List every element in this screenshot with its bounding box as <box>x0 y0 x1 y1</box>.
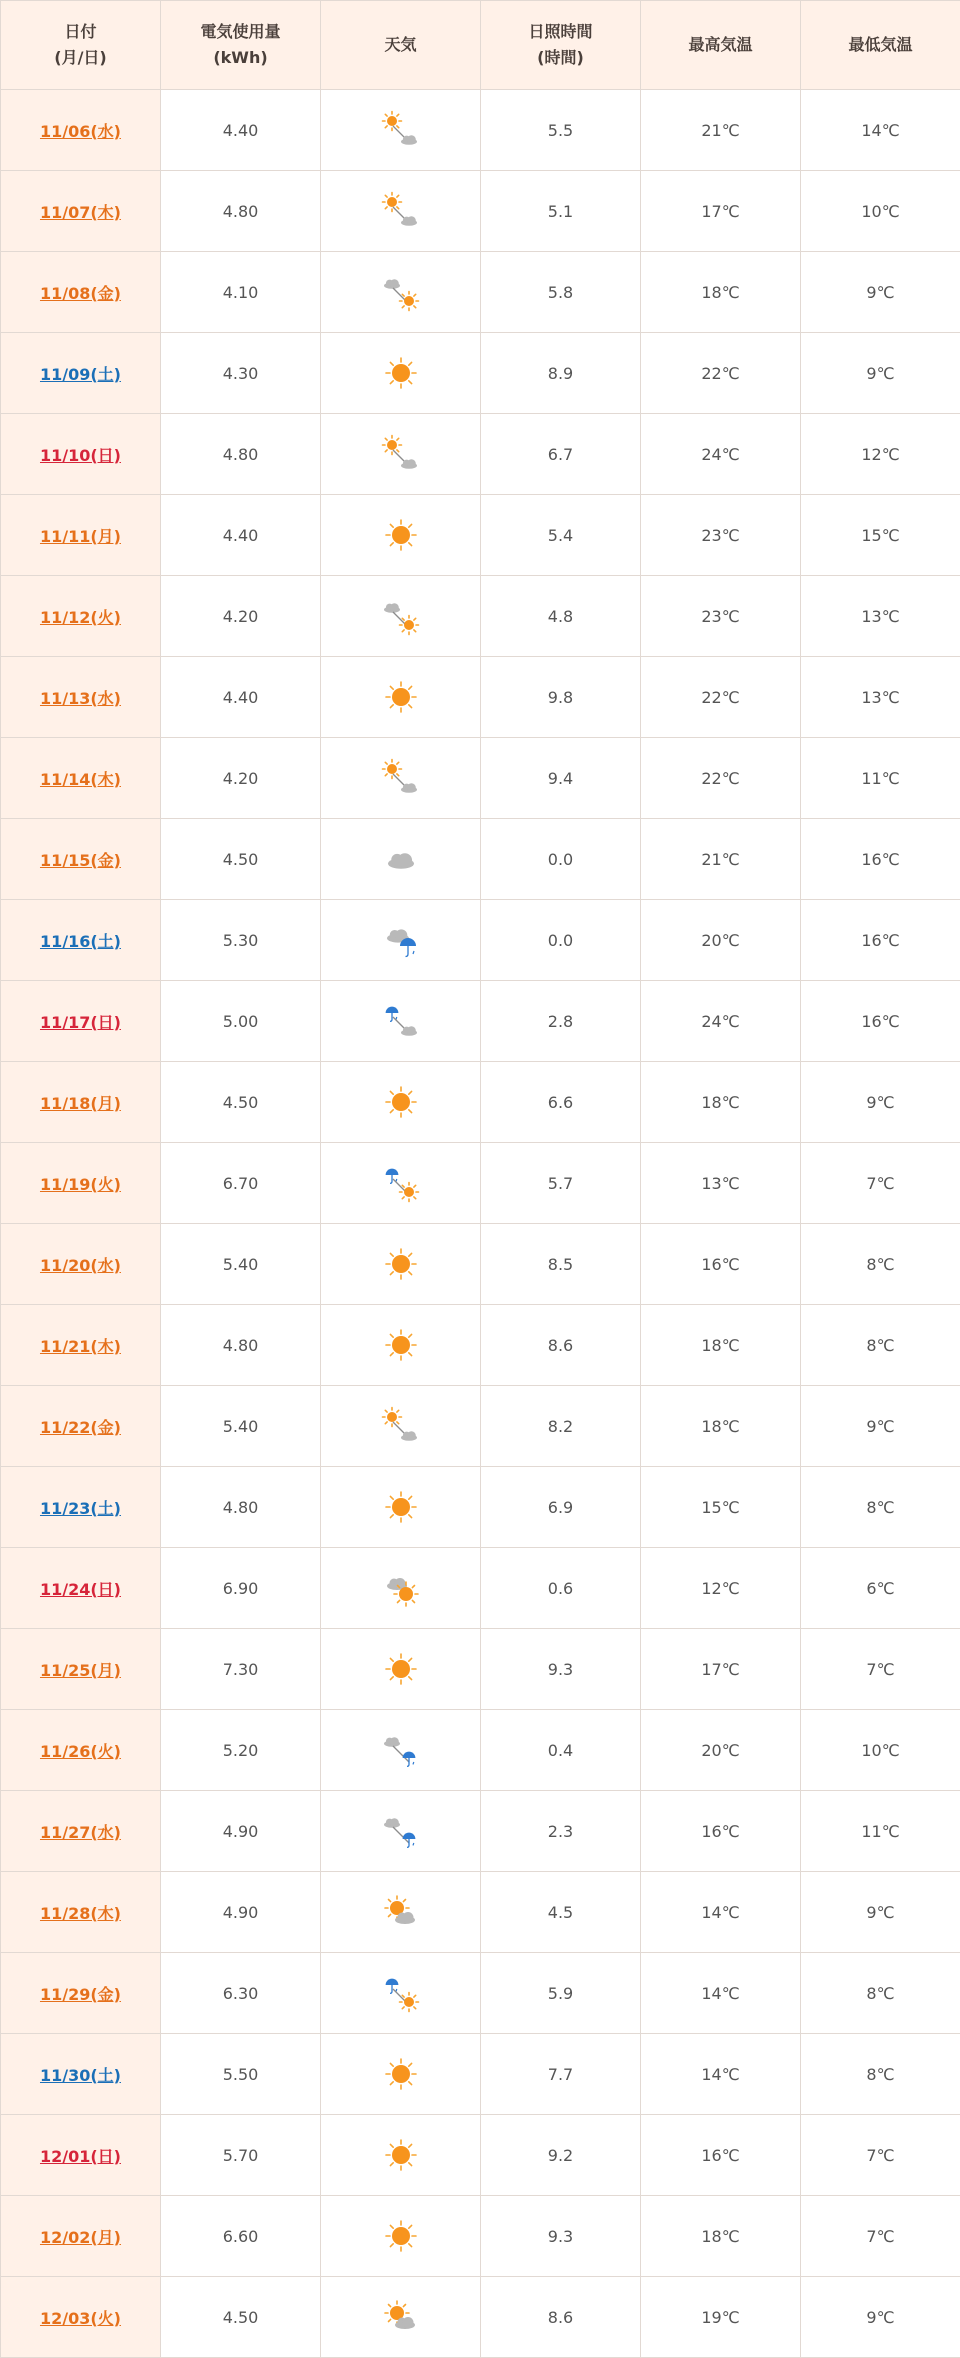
high-temp-cell: 18℃ <box>641 1386 801 1467</box>
sunshine-cell: 8.5 <box>481 1224 641 1305</box>
usage-cell: 6.90 <box>161 1548 321 1629</box>
weather-cell <box>321 1386 481 1467</box>
weather-cell <box>321 1305 481 1386</box>
date-link[interactable]: 11/14(木) <box>40 770 121 789</box>
weather-cell <box>321 171 481 252</box>
high-temp-cell: 18℃ <box>641 1305 801 1386</box>
date-cell <box>1 171 161 252</box>
date-cell <box>1 414 161 495</box>
sunshine-cell: 5.1 <box>481 171 641 252</box>
table-row <box>1 738 960 819</box>
date-link[interactable]: 11/20(水) <box>40 1256 121 1275</box>
cloud-with-sun-icon <box>321 1566 480 1610</box>
weather-cell <box>321 1791 481 1872</box>
usage-cell: 4.10 <box>161 252 321 333</box>
table-row <box>1 657 960 738</box>
low-temp-cell: 7℃ <box>801 1143 960 1224</box>
low-temp-cell: 14℃ <box>801 90 960 171</box>
weather-cell <box>321 1629 481 1710</box>
weather-cell <box>321 1467 481 1548</box>
header-weather: 天気 <box>321 1 481 90</box>
date-cell <box>1 333 161 414</box>
sunshine-cell: 8.2 <box>481 1386 641 1467</box>
cloud-then-rain-icon <box>321 1728 480 1772</box>
high-temp-cell: 17℃ <box>641 1629 801 1710</box>
low-temp-cell: 9℃ <box>801 1872 960 1953</box>
sun-icon <box>321 351 480 395</box>
sun-icon <box>321 1080 480 1124</box>
table-row <box>1 1224 960 1305</box>
sun-icon <box>321 513 480 557</box>
sun-icon <box>321 675 480 719</box>
low-temp-cell: 8℃ <box>801 1953 960 2034</box>
high-temp-cell: 22℃ <box>641 333 801 414</box>
date-link[interactable]: 11/29(金) <box>40 1985 121 2004</box>
date-cell <box>1 1305 161 1386</box>
date-link[interactable]: 12/03(火) <box>40 2309 121 2328</box>
table-row <box>1 1062 960 1143</box>
date-link[interactable]: 11/19(火) <box>40 1175 121 1194</box>
sun-icon <box>321 2052 480 2096</box>
sun-then-cloud-icon <box>321 432 480 476</box>
weather-cell <box>321 900 481 981</box>
weather-cell <box>321 1548 481 1629</box>
table-row <box>1 2034 960 2115</box>
cloud-with-rain-icon <box>321 918 480 962</box>
date-cell <box>1 1791 161 1872</box>
usage-cell: 4.80 <box>161 1467 321 1548</box>
weather-cell <box>321 2277 481 2358</box>
weather-cell <box>321 819 481 900</box>
sunshine-cell: 9.4 <box>481 738 641 819</box>
date-cell <box>1 1872 161 1953</box>
high-temp-cell: 14℃ <box>641 1872 801 1953</box>
date-cell <box>1 252 161 333</box>
table-row <box>1 333 960 414</box>
high-temp-cell: 14℃ <box>641 2034 801 2115</box>
sun-icon <box>321 1323 480 1367</box>
sunshine-cell: 8.9 <box>481 333 641 414</box>
header-row <box>1 1 960 90</box>
high-temp-cell: 21℃ <box>641 90 801 171</box>
date-link[interactable]: 12/01(日) <box>40 2147 121 2166</box>
date-link[interactable]: 11/28(木) <box>40 1904 121 1923</box>
usage-cell: 4.50 <box>161 1062 321 1143</box>
date-link[interactable]: 11/06(水) <box>40 122 121 141</box>
usage-cell: 4.40 <box>161 495 321 576</box>
date-cell <box>1 1710 161 1791</box>
usage-cell: 6.70 <box>161 1143 321 1224</box>
date-cell <box>1 2277 161 2358</box>
sunshine-cell: 4.8 <box>481 576 641 657</box>
weather-cell <box>321 252 481 333</box>
weather-cell <box>321 1953 481 2034</box>
sun-with-cloud-icon <box>321 1890 480 1934</box>
table-row <box>1 981 960 1062</box>
usage-cell: 7.30 <box>161 1629 321 1710</box>
table-row <box>1 495 960 576</box>
date-cell <box>1 1386 161 1467</box>
sun-with-cloud-icon <box>321 2295 480 2339</box>
date-link[interactable]: 12/02(月) <box>40 2228 121 2247</box>
date-cell <box>1 1548 161 1629</box>
date-cell <box>1 2196 161 2277</box>
sunshine-cell: 8.6 <box>481 1305 641 1386</box>
high-temp-cell: 15℃ <box>641 1467 801 1548</box>
low-temp-cell: 7℃ <box>801 2115 960 2196</box>
sunshine-cell: 0.0 <box>481 900 641 981</box>
date-cell <box>1 495 161 576</box>
high-temp-cell: 21℃ <box>641 819 801 900</box>
low-temp-cell: 9℃ <box>801 252 960 333</box>
table-row <box>1 171 960 252</box>
low-temp-cell: 10℃ <box>801 1710 960 1791</box>
date-cell <box>1 900 161 981</box>
sunshine-cell: 9.8 <box>481 657 641 738</box>
sunshine-cell: 5.4 <box>481 495 641 576</box>
table-row <box>1 1305 960 1386</box>
high-temp-cell: 24℃ <box>641 414 801 495</box>
sunshine-cell: 5.5 <box>481 90 641 171</box>
sun-icon <box>321 2133 480 2177</box>
sunshine-cell: 2.3 <box>481 1791 641 1872</box>
date-link[interactable]: 11/10(日) <box>40 446 121 465</box>
low-temp-cell: 10℃ <box>801 171 960 252</box>
cloud-then-sun-icon <box>321 594 480 638</box>
weather-cell <box>321 495 481 576</box>
header-date: 日付 (月/日) <box>1 1 161 90</box>
usage-cell: 5.20 <box>161 1710 321 1791</box>
sunshine-cell: 9.3 <box>481 1629 641 1710</box>
low-temp-cell: 15℃ <box>801 495 960 576</box>
low-temp-cell: 9℃ <box>801 1062 960 1143</box>
usage-cell: 4.90 <box>161 1791 321 1872</box>
low-temp-cell: 7℃ <box>801 1629 960 1710</box>
cloud-icon <box>321 837 480 881</box>
date-cell <box>1 1062 161 1143</box>
date-link[interactable]: 11/11(月) <box>40 527 121 546</box>
low-temp-cell: 13℃ <box>801 576 960 657</box>
sunshine-cell: 5.9 <box>481 1953 641 2034</box>
high-temp-cell: 18℃ <box>641 252 801 333</box>
usage-cell: 4.30 <box>161 333 321 414</box>
usage-cell: 4.50 <box>161 2277 321 2358</box>
date-cell <box>1 819 161 900</box>
table-row <box>1 1386 960 1467</box>
high-temp-cell: 22℃ <box>641 738 801 819</box>
usage-cell: 6.60 <box>161 2196 321 2277</box>
high-temp-cell: 16℃ <box>641 2115 801 2196</box>
date-link[interactable]: 11/15(金) <box>40 851 121 870</box>
date-link[interactable]: 11/27(水) <box>40 1823 121 1842</box>
rain-then-sun-icon <box>321 1971 480 2015</box>
usage-cell: 5.70 <box>161 2115 321 2196</box>
high-temp-cell: 19℃ <box>641 2277 801 2358</box>
sunshine-cell: 6.9 <box>481 1467 641 1548</box>
low-temp-cell: 11℃ <box>801 738 960 819</box>
weather-cell <box>321 333 481 414</box>
high-temp-cell: 12℃ <box>641 1548 801 1629</box>
usage-cell: 4.40 <box>161 90 321 171</box>
date-cell <box>1 1143 161 1224</box>
low-temp-cell: 8℃ <box>801 2034 960 2115</box>
header-low-temp: 最低気温 <box>801 1 960 90</box>
sunshine-cell: 5.7 <box>481 1143 641 1224</box>
sunshine-cell: 0.6 <box>481 1548 641 1629</box>
high-temp-cell: 20℃ <box>641 1710 801 1791</box>
sunshine-cell: 5.8 <box>481 252 641 333</box>
table-row <box>1 1629 960 1710</box>
usage-cell: 5.00 <box>161 981 321 1062</box>
low-temp-cell: 8℃ <box>801 1467 960 1548</box>
table-row <box>1 1872 960 1953</box>
usage-cell: 4.80 <box>161 1305 321 1386</box>
table-row <box>1 1548 960 1629</box>
low-temp-cell: 9℃ <box>801 333 960 414</box>
usage-cell: 4.80 <box>161 414 321 495</box>
sun-then-cloud-icon <box>321 1404 480 1448</box>
table-row <box>1 2196 960 2277</box>
sunshine-cell: 6.7 <box>481 414 641 495</box>
sunshine-cell: 0.0 <box>481 819 641 900</box>
date-cell <box>1 1953 161 2034</box>
date-link[interactable]: 11/17(日) <box>40 1013 121 1032</box>
weather-cell <box>321 1143 481 1224</box>
sunshine-cell: 6.6 <box>481 1062 641 1143</box>
usage-cell: 4.20 <box>161 738 321 819</box>
table-row <box>1 900 960 981</box>
table-row <box>1 1791 960 1872</box>
high-temp-cell: 16℃ <box>641 1791 801 1872</box>
sun-then-cloud-icon <box>321 756 480 800</box>
high-temp-cell: 23℃ <box>641 495 801 576</box>
table-row <box>1 1710 960 1791</box>
date-cell <box>1 1224 161 1305</box>
usage-cell: 4.80 <box>161 171 321 252</box>
cloud-then-rain-icon <box>321 1809 480 1853</box>
sunshine-cell: 4.5 <box>481 1872 641 1953</box>
high-temp-cell: 16℃ <box>641 1224 801 1305</box>
date-cell <box>1 1629 161 1710</box>
high-temp-cell: 14℃ <box>641 1953 801 2034</box>
table-row <box>1 252 960 333</box>
date-link[interactable]: 11/24(日) <box>40 1580 121 1599</box>
low-temp-cell: 16℃ <box>801 981 960 1062</box>
usage-cell: 4.40 <box>161 657 321 738</box>
date-cell <box>1 657 161 738</box>
sunshine-cell: 7.7 <box>481 2034 641 2115</box>
low-temp-cell: 9℃ <box>801 1386 960 1467</box>
date-link[interactable]: 11/09(土) <box>40 365 121 384</box>
header-usage: 電気使用量 (kWh) <box>161 1 321 90</box>
table-row <box>1 819 960 900</box>
table-row <box>1 414 960 495</box>
weather-cell <box>321 90 481 171</box>
high-temp-cell: 17℃ <box>641 171 801 252</box>
date-link[interactable]: 11/22(金) <box>40 1418 121 1437</box>
usage-cell: 4.90 <box>161 1872 321 1953</box>
low-temp-cell: 12℃ <box>801 414 960 495</box>
date-cell <box>1 981 161 1062</box>
date-link[interactable]: 11/08(金) <box>40 284 121 303</box>
weather-cell <box>321 1710 481 1791</box>
sunshine-cell: 8.6 <box>481 2277 641 2358</box>
date-link[interactable]: 11/12(火) <box>40 608 121 627</box>
weather-cell <box>321 1062 481 1143</box>
weather-cell <box>321 2115 481 2196</box>
usage-cell: 5.50 <box>161 2034 321 2115</box>
date-cell <box>1 576 161 657</box>
date-link[interactable]: 11/23(土) <box>40 1499 121 1518</box>
high-temp-cell: 18℃ <box>641 1062 801 1143</box>
rain-then-cloud-icon <box>321 999 480 1043</box>
date-link[interactable]: 11/21(木) <box>40 1337 121 1356</box>
sun-icon <box>321 1485 480 1529</box>
header-sunshine: 日照時間 (時間) <box>481 1 641 90</box>
weather-cell <box>321 2196 481 2277</box>
low-temp-cell: 8℃ <box>801 1305 960 1386</box>
high-temp-cell: 24℃ <box>641 981 801 1062</box>
weather-cell <box>321 2034 481 2115</box>
low-temp-cell: 16℃ <box>801 819 960 900</box>
sunshine-cell: 9.3 <box>481 2196 641 2277</box>
usage-cell: 4.20 <box>161 576 321 657</box>
low-temp-cell: 13℃ <box>801 657 960 738</box>
cloud-then-sun-icon <box>321 270 480 314</box>
date-cell <box>1 2034 161 2115</box>
date-link[interactable]: 11/07(木) <box>40 203 121 222</box>
date-cell <box>1 1467 161 1548</box>
sun-icon <box>321 1242 480 1286</box>
table-row <box>1 1467 960 1548</box>
table-row <box>1 2277 960 2358</box>
usage-cell: 5.40 <box>161 1386 321 1467</box>
weather-cell <box>321 576 481 657</box>
table-row <box>1 576 960 657</box>
sunshine-cell: 0.4 <box>481 1710 641 1791</box>
weather-cell <box>321 1872 481 1953</box>
table-row <box>1 1953 960 2034</box>
date-link[interactable]: 11/30(土) <box>40 2066 121 2085</box>
usage-cell: 5.30 <box>161 900 321 981</box>
weather-cell <box>321 1224 481 1305</box>
high-temp-cell: 13℃ <box>641 1143 801 1224</box>
table-row <box>1 1143 960 1224</box>
sunshine-cell: 2.8 <box>481 981 641 1062</box>
date-cell <box>1 90 161 171</box>
sun-icon <box>321 1647 480 1691</box>
date-cell <box>1 2115 161 2196</box>
usage-cell: 4.50 <box>161 819 321 900</box>
high-temp-cell: 22℃ <box>641 657 801 738</box>
low-temp-cell: 7℃ <box>801 2196 960 2277</box>
weather-cell <box>321 981 481 1062</box>
header-high-temp: 最高気温 <box>641 1 801 90</box>
usage-cell: 5.40 <box>161 1224 321 1305</box>
weather-cell <box>321 414 481 495</box>
date-link[interactable]: 11/26(火) <box>40 1742 121 1761</box>
sun-icon <box>321 2214 480 2258</box>
low-temp-cell: 11℃ <box>801 1791 960 1872</box>
rain-then-sun-icon <box>321 1161 480 1205</box>
sun-then-cloud-icon <box>321 108 480 152</box>
table-row <box>1 90 960 171</box>
date-link[interactable]: 11/25(月) <box>40 1661 121 1680</box>
low-temp-cell: 8℃ <box>801 1224 960 1305</box>
high-temp-cell: 23℃ <box>641 576 801 657</box>
date-cell <box>1 738 161 819</box>
sun-then-cloud-icon <box>321 189 480 233</box>
low-temp-cell: 6℃ <box>801 1548 960 1629</box>
table-row <box>1 2115 960 2196</box>
low-temp-cell: 9℃ <box>801 2277 960 2358</box>
sunshine-cell: 9.2 <box>481 2115 641 2196</box>
date-link[interactable]: 11/13(水) <box>40 689 121 708</box>
date-link[interactable]: 11/16(土) <box>40 932 121 951</box>
high-temp-cell: 18℃ <box>641 2196 801 2277</box>
low-temp-cell: 16℃ <box>801 900 960 981</box>
weather-cell <box>321 738 481 819</box>
date-link[interactable]: 11/18(月) <box>40 1094 121 1113</box>
weather-cell <box>321 657 481 738</box>
high-temp-cell: 20℃ <box>641 900 801 981</box>
usage-cell: 6.30 <box>161 1953 321 2034</box>
